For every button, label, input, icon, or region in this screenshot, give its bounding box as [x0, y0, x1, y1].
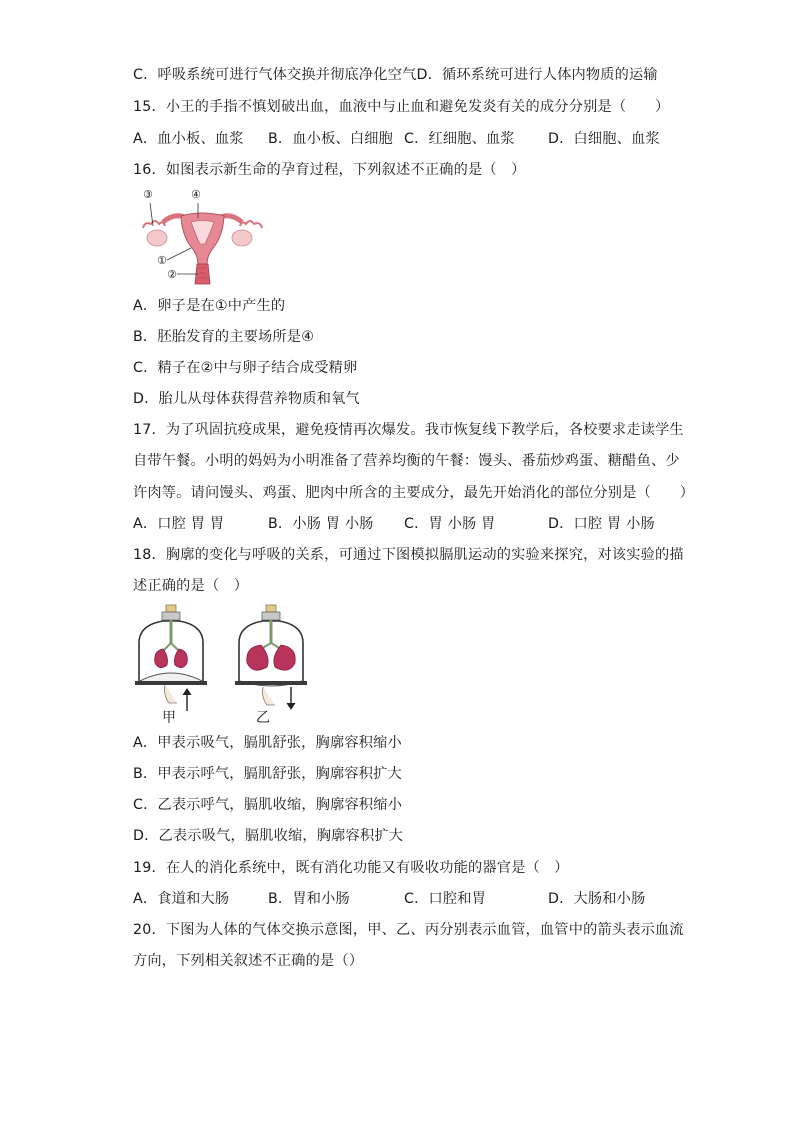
q15-option-b: B．血小板、白细胞 [268, 131, 394, 147]
q15-option-c: C．红细胞、血浆 [404, 131, 515, 147]
q15-option-a: A．血小板、血浆 [133, 131, 244, 147]
q18-option-d: D．乙表示吸气，膈肌收缩，胸廓容积扩大 [133, 828, 404, 844]
q17-stem-line3: 许肉等。请问馒头、鸡蛋、肥肉中所含的主要成分，最先开始消化的部位分别是（ ） [133, 485, 695, 501]
fig16-label-3: ③ [143, 188, 153, 201]
q17-stem-line2: 自带午餐。小明的妈妈为小明准备了营养均衡的午餐：馒头、番茄炒鸡蛋、糖醋鱼、少 [133, 453, 680, 469]
q18-option-b: B．甲表示呼气，膈肌舒张，胸廓容积扩大 [133, 766, 402, 782]
q17-option-c: C．胃 小肠 胃 [404, 516, 496, 532]
q19-option-b: B．胃和小肠 [268, 891, 350, 907]
q18-stem-line2: 述正确的是（ ） [133, 578, 249, 594]
fig16-label-2: ② [167, 268, 177, 281]
fig16-label-4: ④ [191, 188, 201, 201]
q15-stem: 15．小王的手指不慎划破出血，血液中与止血和避免发炎有关的成分分别是（ ） [133, 99, 670, 115]
q17-option-d: D．口腔 胃 小肠 [548, 516, 655, 532]
q17-stem-line1: 17．为了巩固抗疫成果，避免疫情再次爆发。我市恢复线下教学后，各校要求走读学生 [133, 422, 684, 438]
q14-option-cd: C．呼吸系统可进行气体交换并彻底净化空气D．循环系统可进行人体内物质的运输 [133, 67, 658, 83]
q19-option-d: D．大肠和小肠 [548, 891, 646, 907]
bell-jar-diagram [135, 603, 307, 725]
fig16-label-1: ① [157, 254, 167, 267]
q16-option-b: B．胚胎发育的主要场所是④ [133, 329, 315, 345]
q18-option-c: C．乙表示呼气，膈肌收缩，胸廓容积缩小 [133, 797, 403, 813]
q20-stem-line2: 方向，下列相关叙述不正确的是（） [133, 953, 364, 969]
q17-option-a: A．口腔 胃 胃 [133, 516, 225, 532]
q18-stem-line1: 18．胸廓的变化与呼吸的关系，可通过下图模拟膈肌运动的实验来探究，对该实验的描 [133, 547, 684, 563]
q19-option-c: C．口腔和胃 [404, 891, 487, 907]
uterus-diagram [135, 188, 270, 285]
q17-option-b: B．小肠 胃 小肠 [268, 516, 374, 532]
q16-option-c: C．精子在②中与卵子结合成受精卵 [133, 360, 358, 376]
q16-stem: 16．如图表示新生命的孕育过程，下列叙述不正确的是（ ） [133, 162, 526, 178]
q18-option-a: A．甲表示吸气，膈肌舒张，胸廓容积缩小 [133, 735, 402, 751]
q19-option-a: A．食道和大肠 [133, 891, 230, 907]
q15-option-d: D．白细胞、血浆 [548, 131, 660, 147]
q20-stem-line1: 20．下图为人体的气体交换示意图，甲、乙、丙分别表示血管，血管中的箭头表示血流 [133, 922, 684, 938]
fig18-label-yi: 乙 [256, 710, 270, 726]
fig18-label-jia: 甲 [162, 710, 176, 726]
q16-option-d: D．胎儿从母体获得营养物质和氧气 [133, 391, 360, 407]
q16-option-a: A．卵子是在①中产生的 [133, 298, 286, 314]
q19-stem: 19．在人的消化系统中，既有消化功能又有吸收功能的器官是（ ） [133, 860, 569, 876]
